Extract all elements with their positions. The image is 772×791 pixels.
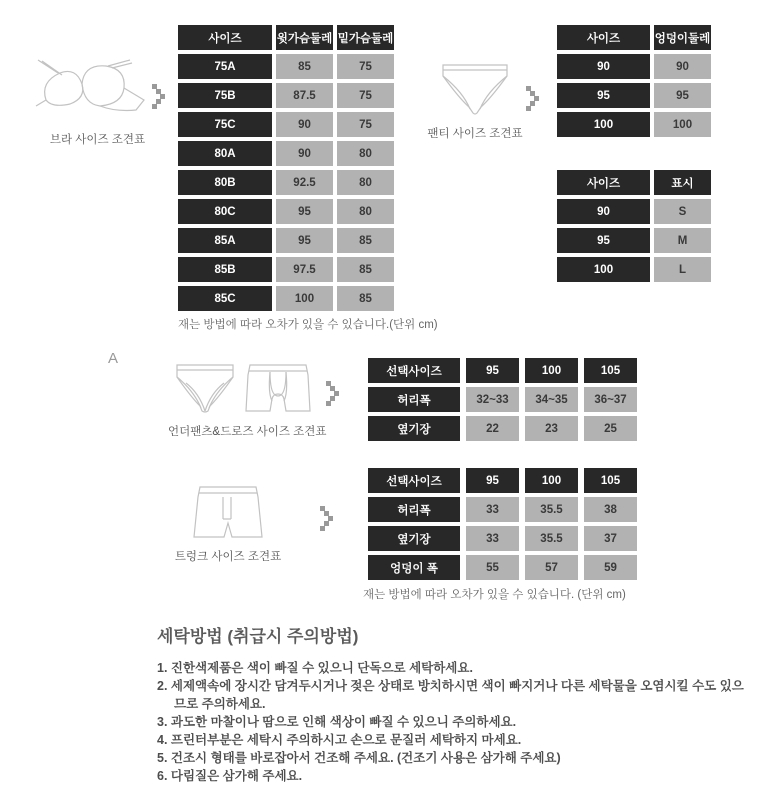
table-label-cell: 85B — [178, 257, 272, 282]
table-value-cell: 80 — [337, 141, 394, 166]
table-value-cell: 55 — [466, 555, 519, 580]
chevron-right-icon — [326, 381, 341, 407]
table-label-cell: 사이즈 — [178, 25, 272, 50]
table-label-cell: 95 — [557, 83, 650, 108]
table-value-cell: 95 — [276, 228, 333, 253]
table-value-cell: S — [654, 199, 711, 224]
table-label-cell: 밑가슴둘레 — [337, 25, 394, 50]
washing-list — [157, 659, 749, 785]
table-label-cell: 90 — [557, 199, 650, 224]
table-value-cell: 85 — [337, 228, 394, 253]
table-value-cell: 85 — [337, 286, 394, 311]
table-value-cell: 38 — [584, 497, 637, 522]
table-label-cell: 사이즈 — [557, 170, 650, 195]
bra-caption: 브라 사이즈 조견표 — [49, 134, 146, 146]
trunk-measure-note: 재는 방법에 따라 오차가 있을 수 있습니다. (단위 cm) — [363, 589, 626, 601]
washing-section — [157, 622, 749, 785]
table-label-cell: 사이즈 — [557, 25, 650, 50]
table-value-cell: 100 — [276, 286, 333, 311]
panty-mark-table — [557, 170, 711, 282]
table-value-cell: 36~37 — [584, 387, 637, 412]
bra-size-table — [178, 25, 394, 311]
table-value-cell: 90 — [276, 141, 333, 166]
table-value-cell: 90 — [276, 112, 333, 137]
underpants-size-table — [368, 358, 637, 441]
table-value-cell: 75 — [337, 83, 394, 108]
table-value-cell: 57 — [525, 555, 578, 580]
table-label-cell: 95 — [466, 358, 519, 383]
marker-a: A — [108, 350, 119, 367]
washing-item: 5. 건조시 형태를 바로잡아서 건조해 주세요. (건조기 사용은 삼가해 주세요) — [157, 751, 561, 765]
table-value-cell: 33 — [466, 526, 519, 551]
washing-title: 세탁방법 (취급시 주의방법) — [157, 627, 359, 646]
table-label-cell: 85C — [178, 286, 272, 311]
table-label-cell: 85A — [178, 228, 272, 253]
underpants-caption: 언더팬츠&드로즈 사이즈 조견표 — [168, 426, 327, 438]
table-label-cell: 윗가슴둘레 — [276, 25, 333, 50]
table-label-cell: 100 — [557, 112, 650, 137]
panty-size-table — [557, 25, 711, 137]
table-value-cell: 100 — [654, 112, 711, 137]
table-label-cell: 75A — [178, 54, 272, 79]
boxer-brief-line-drawing — [244, 363, 312, 417]
table-value-cell: 85 — [276, 54, 333, 79]
table-label-cell: 100 — [525, 358, 578, 383]
table-value-cell: 25 — [584, 416, 637, 441]
table-value-cell: 95 — [654, 83, 711, 108]
table-value-cell: 90 — [654, 54, 711, 79]
briefs-line-drawing — [174, 363, 236, 417]
table-value-cell: 92.5 — [276, 170, 333, 195]
washing-item: 2. 세제액속에 장시간 담겨두시거나 젖은 상태로 방치하시면 색이 빠지거나 다른 세탁물을 오염시킬 수도 있으므로 주의하세요. — [157, 679, 744, 711]
table-label-cell: 75B — [178, 83, 272, 108]
table-value-cell: 22 — [466, 416, 519, 441]
washing-item: 3. 과도한 마찰이나 땀으로 인해 색상이 빠질 수 있으니 주의하세요. — [157, 715, 517, 729]
table-value-cell: 59 — [584, 555, 637, 580]
table-label-cell: 선택사이즈 — [368, 358, 460, 383]
table-label-cell: 엉덩이둘레 — [654, 25, 711, 50]
trunk-caption: 트렁크 사이즈 조견표 — [174, 551, 282, 563]
table-value-cell: 34~35 — [525, 387, 578, 412]
table-value-cell: M — [654, 228, 711, 253]
table-value-cell: 95 — [276, 199, 333, 224]
chevron-right-icon — [320, 506, 335, 532]
table-label-cell: 80A — [178, 141, 272, 166]
table-label-cell: 허리폭 — [368, 497, 460, 522]
table-label-cell: 옆기장 — [368, 526, 460, 551]
trunk-size-table — [368, 468, 637, 580]
trunk-illustration — [168, 485, 288, 564]
table-label-cell: 표시 — [654, 170, 711, 195]
table-value-cell: 87.5 — [276, 83, 333, 108]
bra-line-drawing — [30, 58, 154, 122]
table-label-cell: 선택사이즈 — [368, 468, 460, 493]
trunk-line-drawing — [192, 485, 264, 543]
underpants-illustration — [168, 363, 327, 439]
table-value-cell: 23 — [525, 416, 578, 441]
panty-line-drawing — [439, 62, 511, 120]
table-label-cell: 100 — [525, 468, 578, 493]
table-label-cell: 허리폭 — [368, 387, 460, 412]
table-label-cell: 90 — [557, 54, 650, 79]
chevron-right-icon — [152, 84, 167, 110]
table-value-cell: 85 — [337, 257, 394, 282]
panty-illustration — [415, 62, 535, 141]
bra-measure-note: 재는 방법에 따라 오차가 있을 수 있습니다.(단위 cm) — [178, 319, 438, 331]
washing-item: 6. 다림질은 삼가해 주세요. — [157, 769, 303, 783]
washing-item: 4. 프린터부분은 세탁시 주의하시고 손으로 문질러 세탁하지 마세요. — [157, 733, 522, 747]
table-label-cell: 75C — [178, 112, 272, 137]
table-value-cell: 75 — [337, 54, 394, 79]
washing-item: 1. 진한색제품은 색이 빠질 수 있으니 단독으로 세탁하세요. — [157, 661, 473, 675]
table-label-cell: 105 — [584, 468, 637, 493]
table-label-cell: 엉덩이 폭 — [368, 555, 460, 580]
table-value-cell: 35.5 — [525, 497, 578, 522]
table-value-cell: 32~33 — [466, 387, 519, 412]
table-value-cell: 35.5 — [525, 526, 578, 551]
table-label-cell: 80B — [178, 170, 272, 195]
table-value-cell: 80 — [337, 170, 394, 195]
panty-caption: 팬티 사이즈 조견표 — [427, 128, 523, 140]
table-value-cell: L — [654, 257, 711, 282]
table-value-cell: 75 — [337, 112, 394, 137]
table-label-cell: 100 — [557, 257, 650, 282]
table-label-cell: 옆기장 — [368, 416, 460, 441]
table-value-cell: 33 — [466, 497, 519, 522]
table-label-cell: 105 — [584, 358, 637, 383]
bra-illustration — [30, 58, 165, 147]
table-value-cell: 97.5 — [276, 257, 333, 282]
table-label-cell: 80C — [178, 199, 272, 224]
table-value-cell: 80 — [337, 199, 394, 224]
chevron-right-icon — [526, 86, 541, 112]
table-label-cell: 95 — [466, 468, 519, 493]
table-label-cell: 95 — [557, 228, 650, 253]
table-value-cell: 37 — [584, 526, 637, 551]
